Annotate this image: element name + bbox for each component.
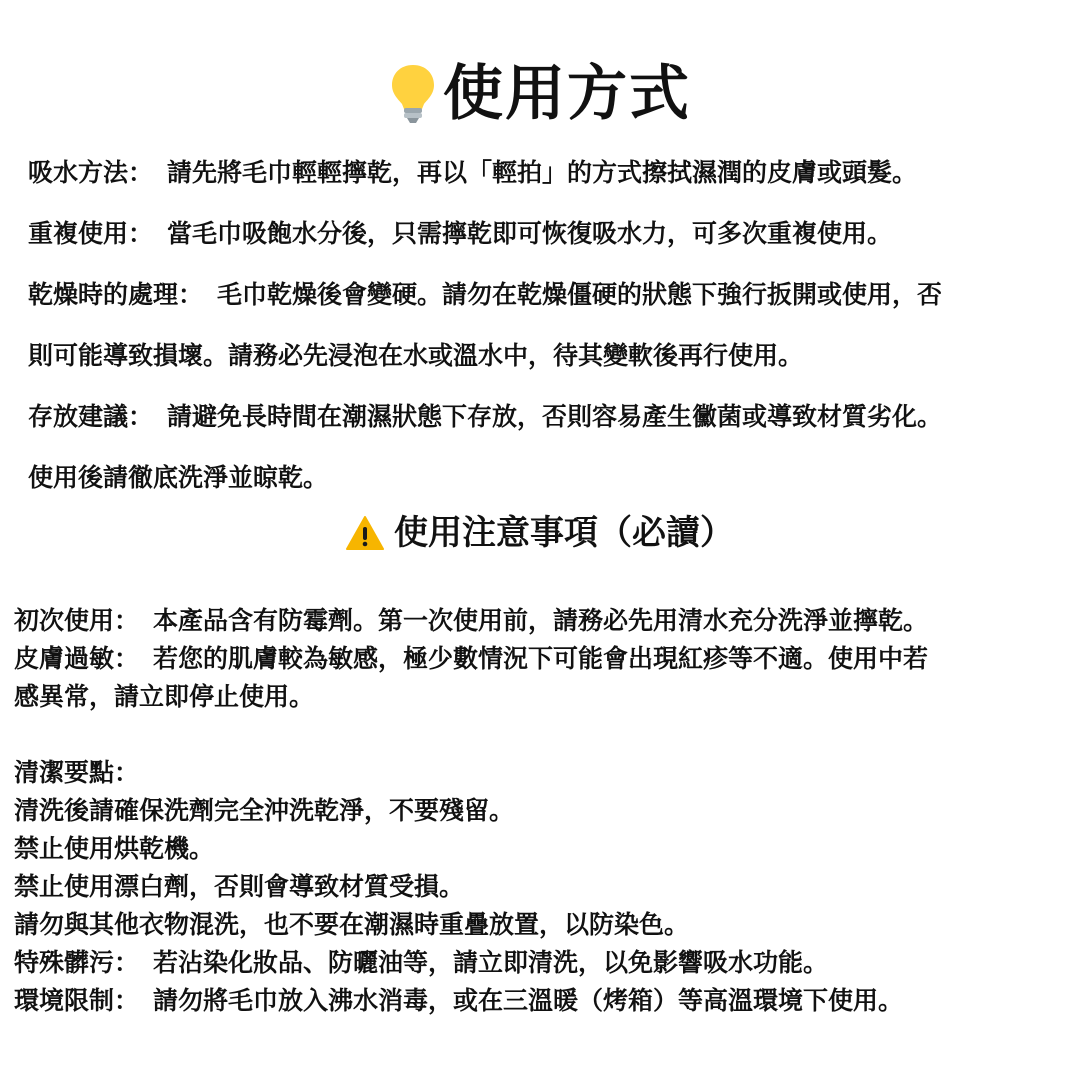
usage-text: 請避免長時間在潮濕狀態下存放，否則容易產生黴菌或導致材質劣化。 [167,402,943,431]
usage-list [28,142,1068,508]
notice-line [14,678,1064,716]
notice-line [14,982,1064,1020]
usage-label: 乾燥時的處理： [28,280,204,309]
notice-list [14,602,1064,1020]
usage-label: 存放建議： [28,402,154,431]
notice-text: 若您的肌膚較為敏感，極少數情況下可能會出現紅疹等不適。使用中若 [153,644,929,673]
warning-icon [346,515,384,551]
usage-text: 請先將毛巾輕輕擰乾，再以「輕拍」的方式擦拭濕潤的皮膚或頭髮。 [167,158,918,187]
usage-line [28,386,1068,447]
notice-text: 本產品含有防霉劑。第一次使用前，請務必先用清水充分洗淨並擰乾。 [153,606,929,635]
notice-text: 若沾染化妝品、防曬油等，請立即清洗，以免影響吸水功能。 [153,948,829,977]
notice-text: 請勿將毛巾放入沸水消毒，或在三溫暖（烤箱）等高溫環境下使用。 [153,986,904,1015]
notice-label: 清潔要點： [14,758,140,787]
usage-title: 使用方式 [443,59,691,129]
usage-line [28,142,1068,203]
usage-line [28,447,1068,508]
notice-text: 禁止使用漂白劑，否則會導致材質受損。 [14,872,465,901]
usage-line [28,203,1068,264]
notice-label: 環境限制： [14,986,140,1015]
notice-text: 禁止使用烘乾機。 [14,834,215,863]
notice-label: 皮膚過敏： [14,644,140,673]
usage-text: 使用後請徹底洗淨並晾乾。 [28,463,329,492]
notice-line [14,640,1064,678]
usage-label: 吸水方法： [28,158,154,187]
notice-line [14,944,1064,982]
notice-line [14,792,1064,830]
usage-text: 當毛巾吸飽水分後，只需擰乾即可恢復吸水力，可多次重複使用。 [167,219,893,248]
usage-text: 毛巾乾燥後會變硬。請勿在乾燥僵硬的狀態下強行扳開或使用，否 [217,280,943,309]
notice-line [14,602,1064,640]
notice-label: 初次使用： [14,606,140,635]
notice-text: 清洗後請確保洗劑完全沖洗乾淨，不要殘留。 [14,796,515,825]
notice-line [14,868,1064,906]
notice-label: 特殊髒污： [14,948,140,977]
notice-title: 使用注意事項（必讀） [394,513,734,553]
notice-line [14,830,1064,868]
spacer [14,716,1064,754]
usage-label: 重複使用： [28,219,154,248]
notice-heading [0,508,1080,558]
usage-line [28,264,1068,325]
usage-text: 則可能導致損壞。請務必先浸泡在水或溫水中，待其變軟後再行使用。 [28,341,804,370]
notice-line [14,906,1064,944]
notice-line [14,754,1064,792]
lightbulb-icon [389,63,437,125]
notice-text: 請勿與其他衣物混洗，也不要在潮濕時重疊放置，以防染色。 [14,910,690,939]
usage-heading [0,58,1080,130]
usage-line [28,325,1068,386]
notice-text: 感異常，請立即停止使用。 [14,682,315,711]
